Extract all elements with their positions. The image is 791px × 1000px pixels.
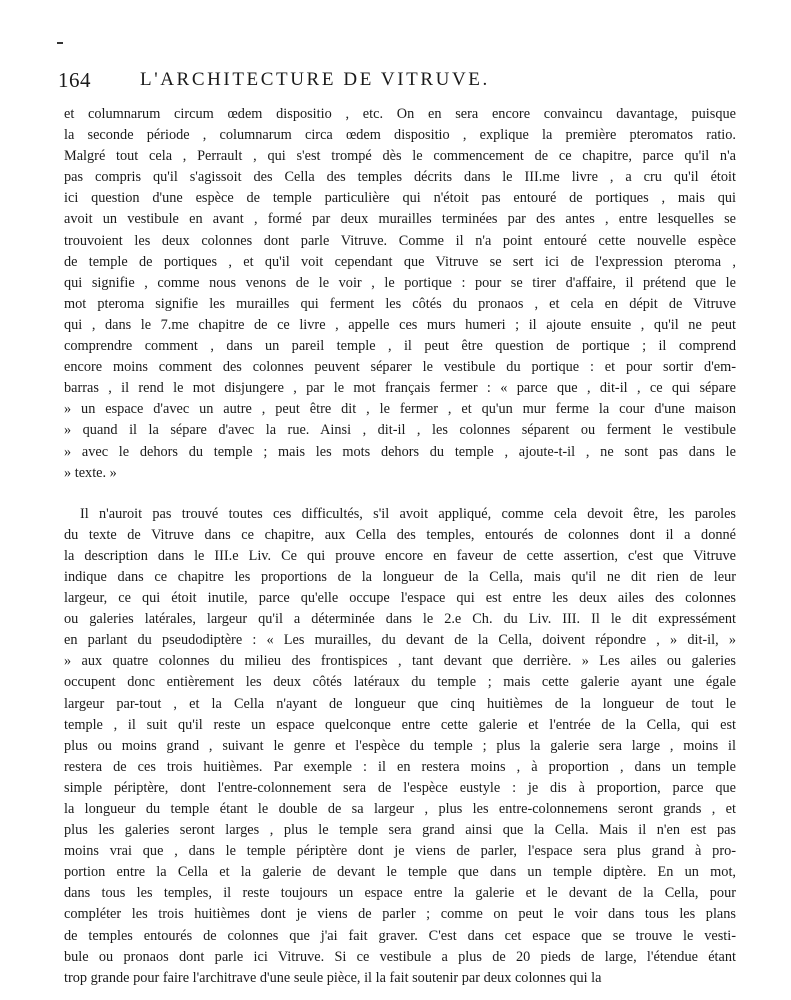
paragraph-2: [64, 504, 736, 989]
text-line: » aux quatre colonnes du milieu des frontispices , tant devant que derrière. » Les ailes ou galeries: [64, 653, 736, 670]
text-line: dans tous les temples, il reste toujours un espace entre la galerie et le devant de la Cella, pour: [64, 885, 736, 902]
text-line: portion entre la Cella et la galerie de devant le temple que dans un temple diptère. En un mot,: [64, 864, 736, 881]
text-line: ou galeries latérales, largeur qu'il a déterminée dans le 2.e Ch. du Liv. III. Il le dit expressément: [64, 611, 736, 628]
paragraph-1: [64, 104, 736, 484]
text-line: simple périptère, dont l'entre-colonnement sera de l'espèce eustyle : je dis à proportion, parce que: [64, 779, 736, 796]
text-line: encore moins comment des colonnes peuvent séparer le vestibule du portique : et pour sortir d'em-: [64, 359, 736, 376]
text-line: ici question d'une espèce de temple particulière qui n'étoit pas entouré de portiques , mais qui: [64, 190, 736, 207]
text-line: la description dans le III.e Liv. Ce qui prouve encore en faveur de cette assertion, c'est que Vitruve: [64, 547, 736, 564]
text-line: qui , dans le 7.me chapitre de ce livre , appelle ces murs humeri ; il ajoute ensuite , qu'il ne peut: [64, 316, 736, 333]
text-line: comprendre comment , dans un pareil temple , il peut être question de portique ; il comprend: [64, 338, 736, 355]
text-line: barras , il rend le mot disjungere , par le mot français fermer : « parce que , dit-il , ce qui sépare: [64, 380, 736, 397]
text-line: Malgré tout cela , Perrault , qui s'est trompé dès le commencement de ce chapitre, parce qu'il n'a: [64, 148, 736, 165]
text-line: » quand il la sépare d'avec la rue. Ainsi , dit-il , les colonnes séparent ou ferment le vestibule: [64, 422, 736, 439]
text-line: avoit un vestibule en avant , formé par deux murailles terminées par des antes , entre lesquelles se: [64, 211, 736, 228]
text-line: la longueur du temple étant le double de sa largeur , plus les entre-colonnemens seront grands , et: [64, 801, 736, 817]
text-line: occupent donc entièrement les deux côtés latéraux du temple ; mais cette galerie ayant une égale: [64, 674, 736, 691]
text-line: la seconde période , columnarum circa œdem dispositio , explique la première pteromatos ratio.: [64, 127, 736, 144]
text-line: trop grande pour faire l'architrave d'une seule pièce, il la fait soutenir par deux colonnes qui la: [64, 969, 602, 986]
page-header: [58, 68, 738, 98]
text-line: temple , il suit qu'il reste un espace quelconque entre cette galerie et l'entrée de la Cella, qui est: [64, 716, 736, 733]
text-line: bule ou pronaos dont parle ici Vitruve. Si ce vestibule a plus de 20 pieds de large, l'étendue étant: [64, 948, 736, 965]
text-line: de temple de portiques , et qu'il voit cependant que Vitruve se sert ici de l'expression pteroma ,: [64, 253, 736, 270]
text-line: largeur par-tout , et la Cella n'ayant de longueur que cinq huitièmes de la longueur de tout le: [64, 695, 736, 712]
running-title: L'ARCHITECTURE DE VITRUVE.: [140, 69, 490, 90]
text-line: et columnarum circum œdem dispositio , etc. On en sera encore convaincu davantage, puisque: [64, 106, 736, 122]
text-line: plus les galeries seront larges , plus le temple sera grand ainsi que la Cella. Mais il n'en est pas: [64, 822, 736, 839]
text-line: plus ou moins grand , suivant le genre et l'espèce du temple ; plus la galerie sera large , moins il: [64, 737, 736, 754]
text-line: moins vrai que , dans le temple périptère dont je viens de parler, l'espace sera plus grand à pro-: [64, 843, 736, 860]
page-number: 164: [58, 68, 91, 92]
text-line: Il n'auroit pas trouvé toutes ces difficultés, s'il avoit appliqué, comme cela devoit être, les paroles: [80, 505, 736, 522]
text-line: » avec le dehors du temple ; mais les mots dehors du temple , ajoute-t-il , ne sont pas dans le: [64, 443, 736, 460]
text-line: trouvoient les deux colonnes dont parle Vitruve. Comme il n'a point entouré cette nouvelle espèce: [64, 232, 736, 249]
text-line: largeur, ce qui étoit inutile, parce qu'elle occupe l'espace qui est entre les deux ailes des colonnes: [64, 590, 736, 607]
text-line: qui signifie , comme nous venons de le voir , le portique : pour se tirer d'affaire, il prétend que le: [64, 274, 736, 291]
margin-mark: [57, 42, 63, 44]
text-line: du texte de Vitruve dans ce chapitre, aux Cella des temples, entourés de colonnes dont il a donné: [64, 526, 736, 543]
text-line: compléter les trois huitièmes dont je viens de parler ; comme on peut le voir dans tous les plans: [64, 906, 736, 923]
text-line: » un espace d'avec un autre , peut être dit , le fermer , et qu'un mur ferme la cour d'une maison: [64, 401, 736, 418]
text-line: restera de ces trois huitièmes. Par exemple : il en restera moins , à proportion , dans un temple: [64, 758, 736, 775]
text-line: » texte. »: [64, 464, 117, 481]
text-line: indique dans ce chapitre les proportions de la longueur de la Cella, mais qu'il ne dit rien de leur: [64, 568, 736, 585]
text-line: pas compris qu'il s'agissoit des Cella des temples décrits dans le III.me livre , a cru qu'il étoit: [64, 169, 736, 186]
text-line: en parlant du pseudodiptère : « Les murailles, du devant de la Cella, doivent répondre , » dit-il, »: [64, 632, 736, 649]
body-text: [64, 104, 736, 989]
text-line: mot pteroma signifie les murailles qui ferment les côtés du pronaos , et cela en dépit de Vitruve: [64, 295, 736, 312]
text-line: de temples entourés de colonnes que j'ai fait graver. C'est dans cet espace que se trouve le vesti-: [64, 927, 736, 944]
